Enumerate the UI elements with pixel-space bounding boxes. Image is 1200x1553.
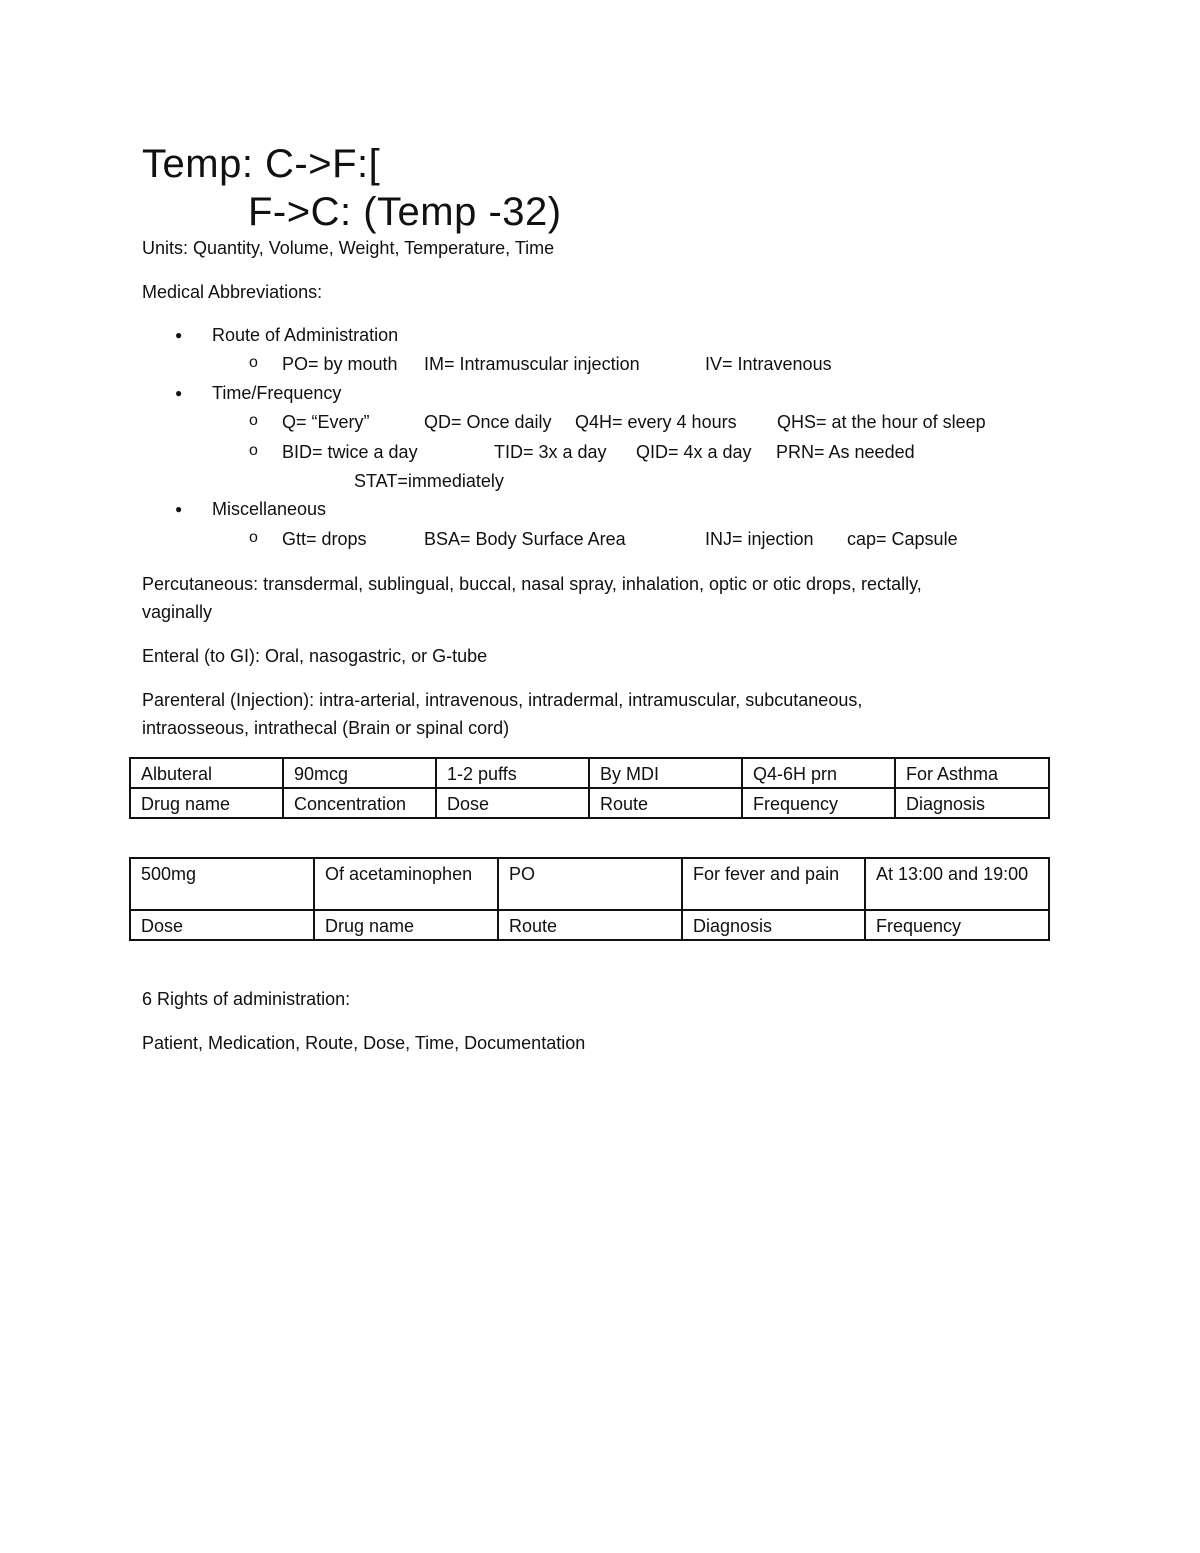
abbrev-po: PO= by mouth bbox=[282, 354, 398, 374]
table-cell: 500mg bbox=[130, 858, 314, 910]
table-cell: At 13:00 and 19:00 bbox=[865, 858, 1049, 910]
abbrev-qid: QID= 4x a day bbox=[636, 442, 752, 462]
table-cell: Diagnosis bbox=[682, 910, 865, 940]
units-line: Units: Quantity, Volume, Weight, Temperature, Time bbox=[142, 238, 555, 258]
table-row bbox=[130, 858, 1049, 910]
route-label: Route of Administration bbox=[212, 325, 399, 345]
abbrev-bid: BID= twice a day bbox=[282, 442, 418, 462]
rights-heading: 6 Rights of administration: bbox=[142, 989, 351, 1009]
table-row bbox=[130, 788, 1049, 818]
abbrev-bsa: BSA= Body Surface Area bbox=[424, 529, 626, 549]
bullet-icon: ● bbox=[175, 328, 183, 342]
abbrev-q4h: Q4H= every 4 hours bbox=[575, 412, 737, 432]
abbrev-stat: STAT=immediately bbox=[354, 471, 504, 491]
table-cell: Frequency bbox=[865, 910, 1049, 940]
sub-bullet-icon: o bbox=[249, 442, 258, 459]
abbrev-inj: INJ= injection bbox=[705, 529, 814, 549]
table-cell: For fever and pain bbox=[682, 858, 865, 910]
temp-heading-line1: Temp: C->F:[ bbox=[142, 142, 381, 186]
abbrev-cap: cap= Capsule bbox=[847, 529, 958, 549]
table-cell: 1-2 puffs bbox=[436, 758, 589, 788]
time-frequency-label: Time/Frequency bbox=[212, 383, 342, 403]
medical-abbreviations-heading: Medical Abbreviations: bbox=[142, 282, 323, 302]
abbrev-qd: QD= Once daily bbox=[424, 412, 552, 432]
abbrev-gtt: Gtt= drops bbox=[282, 529, 367, 549]
table-cell: Drug name bbox=[130, 788, 283, 818]
table-cell: Albuteral bbox=[130, 758, 283, 788]
abbrev-q: Q= “Every” bbox=[282, 412, 370, 432]
abbrev-prn: PRN= As needed bbox=[776, 442, 915, 462]
sub-bullet-icon: o bbox=[249, 412, 258, 429]
enteral-line: Enteral (to GI): Oral, nasogastric, or G-tube bbox=[142, 646, 488, 666]
abbrev-tid: TID= 3x a day bbox=[494, 442, 607, 462]
table-cell: For Asthma bbox=[895, 758, 1049, 788]
table-cell: By MDI bbox=[589, 758, 742, 788]
temp-heading-line2: F->C: (Temp -32) bbox=[248, 190, 562, 234]
parenteral-line2: intraosseous, intrathecal (Brain or spinal cord) bbox=[142, 718, 510, 738]
percutaneous-line1: Percutaneous: transdermal, sublingual, buccal, nasal spray, inhalation, optic or otic drops, rectally, bbox=[142, 574, 922, 594]
table-cell: Drug name bbox=[314, 910, 498, 940]
table-cell: Q4-6H prn bbox=[742, 758, 895, 788]
abbrev-qhs: QHS= at the hour of sleep bbox=[777, 412, 986, 432]
table-cell: Dose bbox=[436, 788, 589, 818]
table-cell: 90mcg bbox=[283, 758, 436, 788]
table-cell: Diagnosis bbox=[895, 788, 1049, 818]
sub-bullet-icon: o bbox=[249, 529, 258, 546]
table-cell: PO bbox=[498, 858, 682, 910]
bullet-icon: ● bbox=[175, 386, 183, 400]
table-cell: Dose bbox=[130, 910, 314, 940]
acetaminophen-table bbox=[129, 857, 1050, 941]
percutaneous-line2: vaginally bbox=[142, 602, 213, 622]
bullet-icon: ● bbox=[175, 502, 183, 516]
table-cell: Frequency bbox=[742, 788, 895, 818]
abbrev-im: IM= Intramuscular injection bbox=[424, 354, 640, 374]
albuterol-table bbox=[129, 757, 1050, 819]
abbrev-iv: IV= Intravenous bbox=[705, 354, 832, 374]
parenteral-line1: Parenteral (Injection): intra-arterial, intravenous, intradermal, intramuscular, subcutaneous, bbox=[142, 690, 863, 710]
miscellaneous-label: Miscellaneous bbox=[212, 499, 327, 519]
table-cell: Route bbox=[589, 788, 742, 818]
sub-bullet-icon: o bbox=[249, 354, 258, 371]
table-row bbox=[130, 758, 1049, 788]
table-cell: Concentration bbox=[283, 788, 436, 818]
table-cell: Route bbox=[498, 910, 682, 940]
table-cell: Of acetaminophen bbox=[314, 858, 498, 910]
rights-list: Patient, Medication, Route, Dose, Time, Documentation bbox=[142, 1033, 586, 1053]
table-row bbox=[130, 910, 1049, 940]
